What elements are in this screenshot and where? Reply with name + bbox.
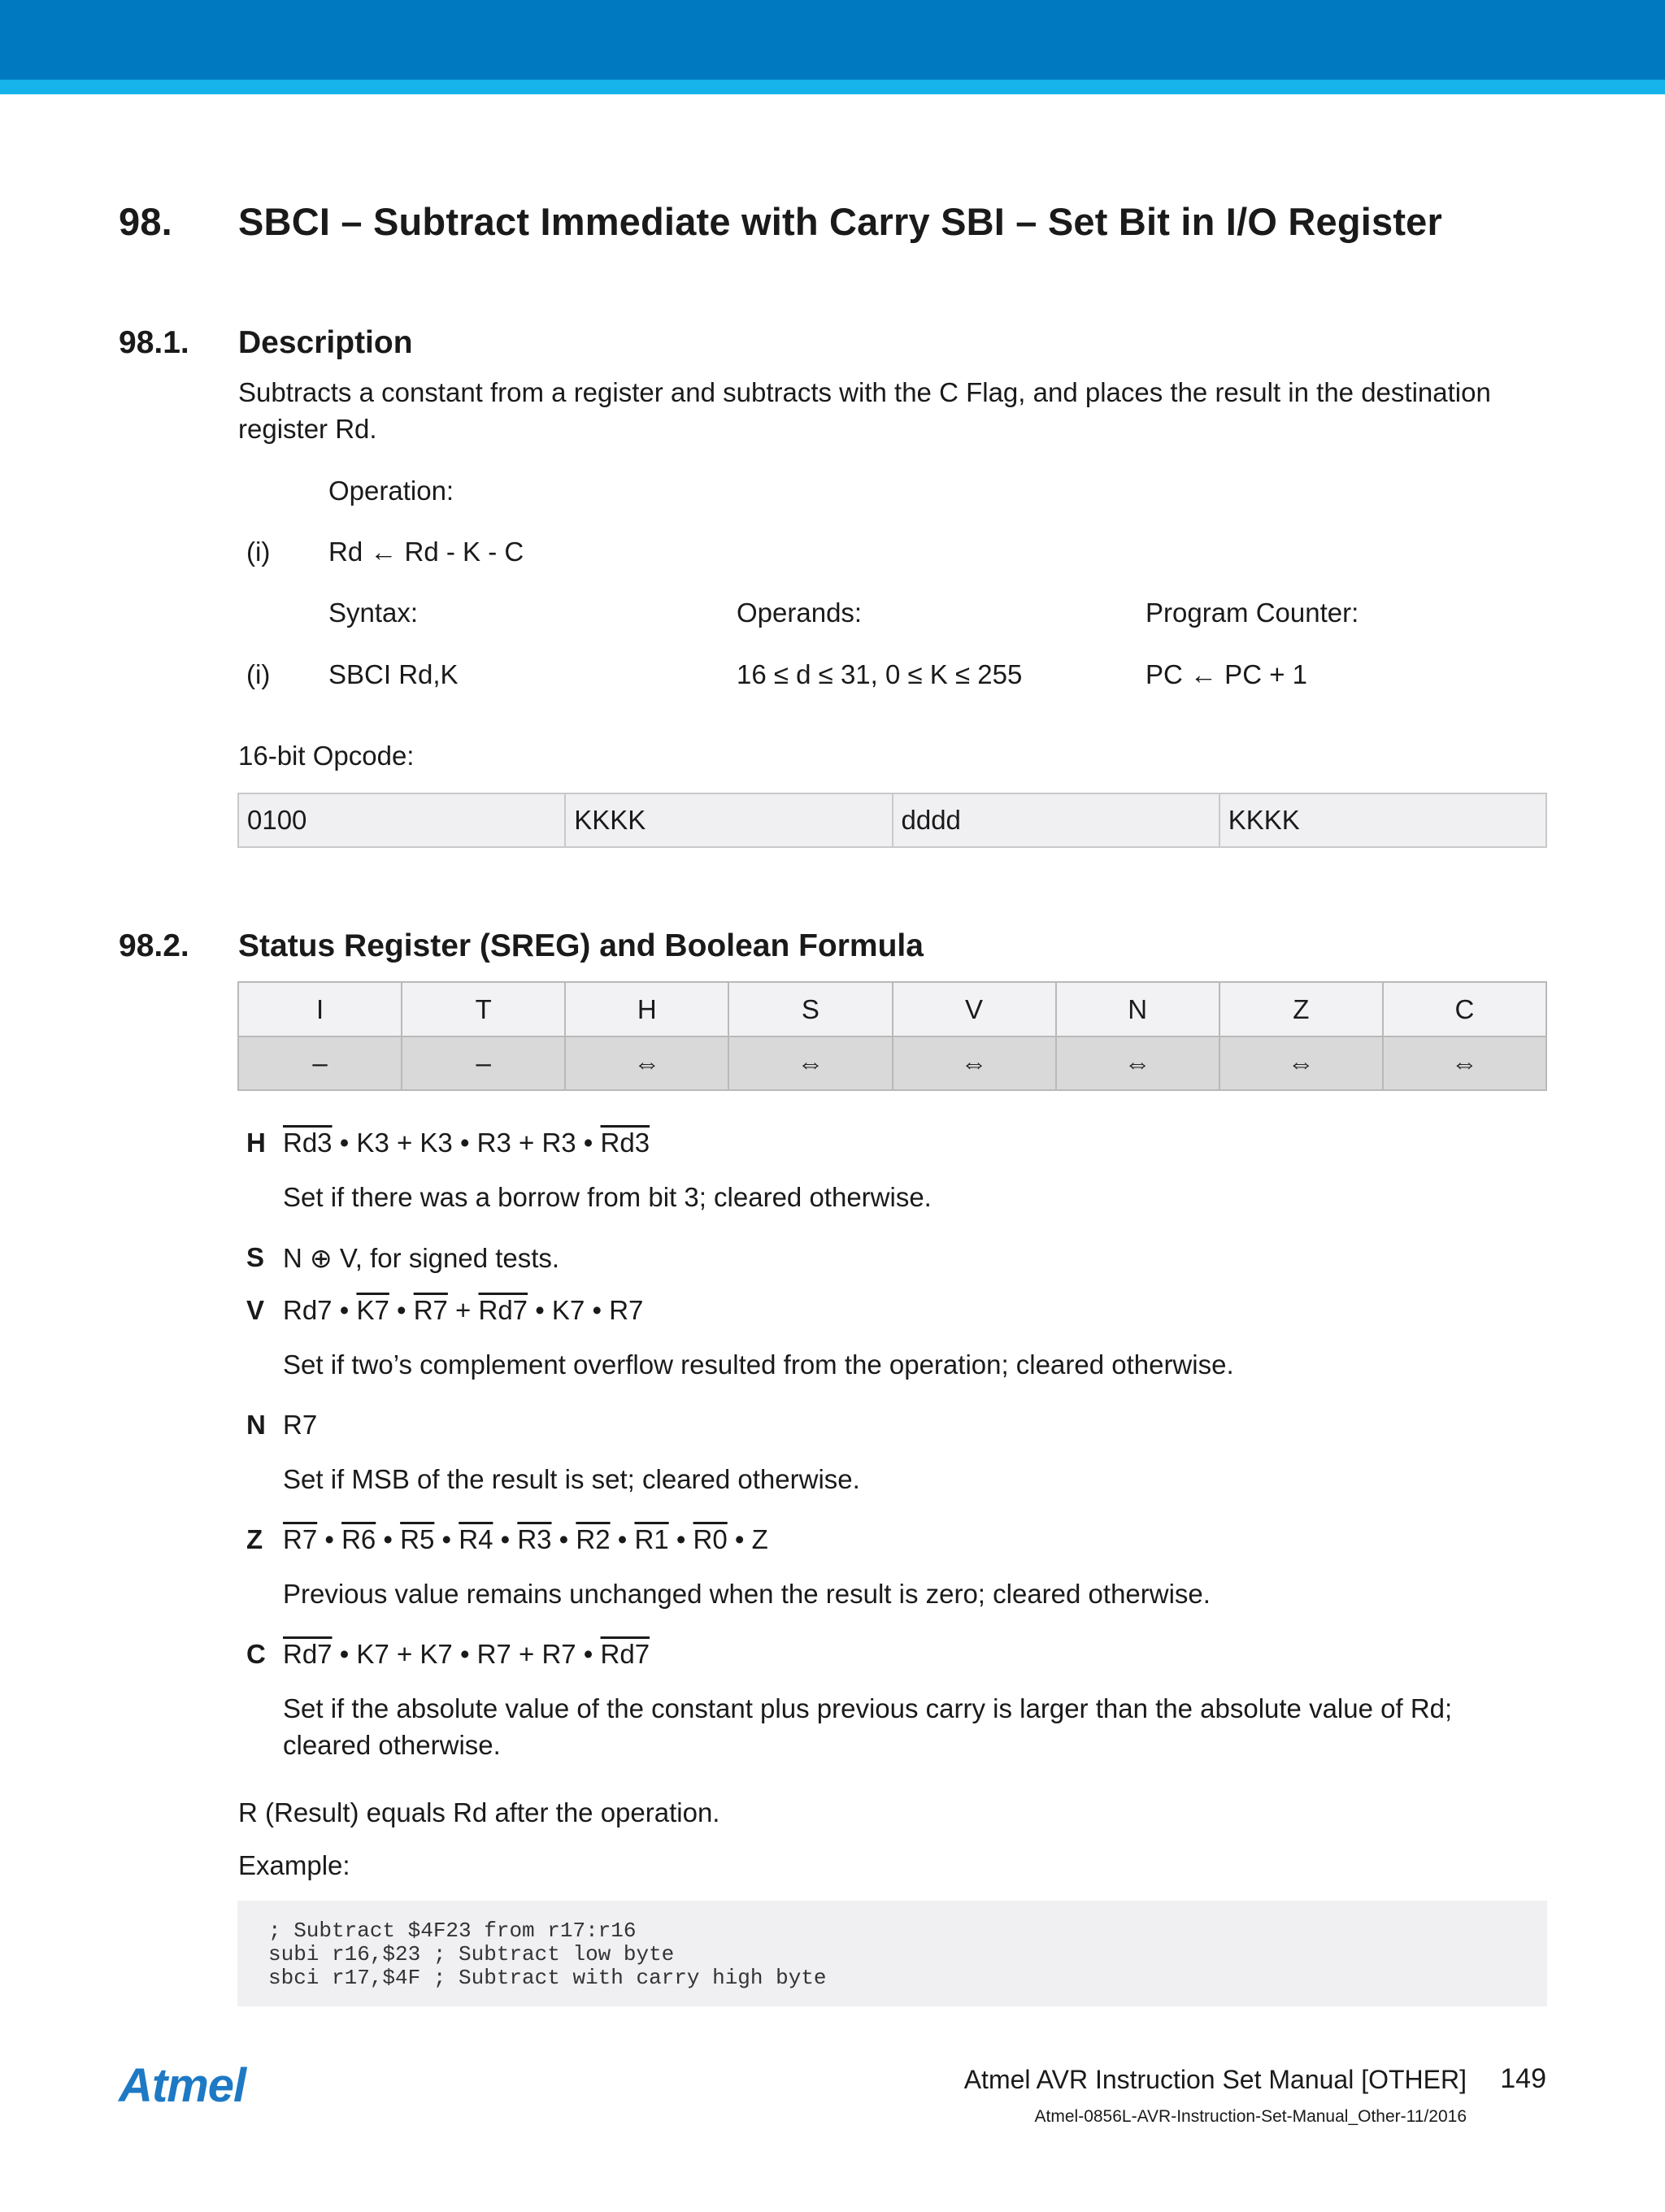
opcode-cell: dddd [893,793,1219,847]
flag-c-description: Set if the absolute value of the constant plus previous carry is larger than the absolute value of Rd; cleared otherwise. [283,1693,1453,1760]
opcode-table [237,793,1547,848]
result-note: R (Result) equals Rd after the operation. [238,1797,720,1827]
flag-c-label: C [246,1639,266,1669]
flag-n-formula: R7 [283,1410,318,1440]
flag-n-description: Set if MSB of the result is set; cleared otherwise. [283,1464,860,1494]
overlined-term: Rd7 [600,1639,650,1669]
formula-term: • [551,1524,576,1554]
overlined-term: K7 [356,1295,389,1325]
opcode-cell: KKKK [565,793,892,847]
description-text: Subtracts a constant from a register and subtracts with the C Flag, and places the result in the destination register Rd. [238,377,1491,444]
code-block [237,1901,1547,2006]
sreg-value: ⇔ [1056,1036,1219,1090]
flag-v-formula [283,1295,643,1326]
formula-term: • K7 + K7 • R7 + R7 • [332,1639,601,1669]
syntax-index: (i) [246,659,271,689]
sreg-flag: T [402,982,565,1036]
formula-term: • [434,1524,459,1554]
opcode-row [238,793,1546,847]
sreg-value: – [238,1036,402,1090]
operation-index: (i) [246,537,271,567]
formula-term: • [668,1524,693,1554]
footer-manual-title: Atmel AVR Instruction Set Manual [OTHER] [963,2065,1467,2094]
program-counter-value: PC ← PC + 1 [1146,659,1307,689]
operation-formula: Rd ← Rd - K - C [328,537,524,567]
sreg-value: ⇔ [1219,1036,1383,1090]
sreg-flag-row [238,982,1546,1036]
sreg-title: Status Register (SREG) and Boolean Formula [238,928,924,963]
formula-term: + [447,1295,479,1325]
code-line: subi r16,$23 ; Subtract low byte [268,1942,675,1966]
flag-c-formula [283,1639,650,1670]
opcode-label: 16-bit Opcode: [238,741,415,771]
flag-v-description: Set if two’s complement overflow resulted from the operation; cleared otherwise. [283,1349,1234,1380]
overlined-term: R6 [341,1524,376,1554]
flag-z-description: Previous value remains unchanged when the result is zero; cleared otherwise. [283,1579,1211,1609]
overlined-term: R1 [634,1524,669,1554]
overlined-term: Rd7 [478,1295,528,1325]
overlined-term: R5 [400,1524,435,1554]
formula-term: Rd7 • [283,1295,357,1325]
header-banner [0,0,1665,80]
operation-label: Operation: [328,476,454,506]
sreg-flag: Z [1219,982,1383,1036]
atmel-logo: Atmel [119,2059,246,2112]
overlined-term: R0 [693,1524,728,1554]
formula-term: • [389,1295,414,1325]
overlined-term: R3 [517,1524,552,1554]
sreg-value-row [238,1036,1546,1090]
overlined-term: Rd3 [600,1128,650,1158]
overlined-term: R2 [576,1524,611,1554]
example-label: Example: [238,1850,350,1880]
description-title: Description [238,325,413,360]
sreg-value: – [402,1036,565,1090]
code-line: sbci r17,$4F ; Subtract with carry high byte [268,1966,827,1990]
overlined-term: R4 [459,1524,493,1554]
flag-z-formula [283,1524,768,1555]
overlined-term: Rd7 [283,1639,333,1669]
sreg-value: ⇔ [565,1036,728,1090]
syntax-label: Syntax: [328,598,419,628]
sreg-table [237,981,1547,1091]
sreg-flag: V [893,982,1056,1036]
footer-doc-id: Atmel-0856L-AVR-Instruction-Set-Manual_Other-11/2016 [1034,2107,1467,2126]
opcode-cell: KKKK [1219,793,1546,847]
flag-s-formula: N ⊕ V, for signed tests. [283,1243,560,1273]
formula-term: • Z [727,1524,768,1554]
syntax-value: SBCI Rd,K [328,659,459,689]
flag-z-label: Z [246,1524,263,1554]
sreg-flag: I [238,982,402,1036]
flag-h-description: Set if there was a borrow from bit 3; cleared otherwise. [283,1182,932,1212]
sreg-value: ⇔ [1383,1036,1546,1090]
program-counter-label: Program Counter: [1146,598,1359,628]
flag-n-label: N [246,1410,266,1440]
overlined-term: Rd3 [283,1128,333,1158]
header-stripe [0,80,1665,94]
formula-term: • K7 • R7 [528,1295,644,1325]
flag-h-label: H [246,1128,266,1158]
formula-term: • [376,1524,401,1554]
operands-value: 16 ≤ d ≤ 31, 0 ≤ K ≤ 255 [737,659,1023,689]
formula-term: • [610,1524,635,1554]
formula-term: • K3 + K3 • R3 + R3 • [332,1128,601,1158]
sreg-value: ⇔ [893,1036,1056,1090]
sreg-value: ⇔ [728,1036,892,1090]
sreg-flag: S [728,982,892,1036]
code-line: ; Subtract $4F23 from r17:r16 [268,1919,637,1943]
overlined-term: R7 [283,1524,318,1554]
formula-term: • [317,1524,342,1554]
overlined-term: R7 [413,1295,448,1325]
flag-h-formula [283,1128,650,1158]
opcode-cell: 0100 [238,793,565,847]
section-number: 98. [119,200,172,243]
formula-term: • [493,1524,518,1554]
sreg-number: 98.2. [119,928,189,963]
flag-v-label: V [246,1295,265,1325]
sreg-flag: C [1383,982,1546,1036]
description-number: 98.1. [119,325,189,360]
sreg-flag: N [1056,982,1219,1036]
page-number: 149 [1500,2063,1546,2094]
section-title: SBCI – Subtract Immediate with Carry SBI – Set Bit in I/O Register [238,200,1443,243]
operands-label: Operands: [737,598,863,628]
flag-s-label: S [246,1242,265,1272]
sreg-flag: H [565,982,728,1036]
